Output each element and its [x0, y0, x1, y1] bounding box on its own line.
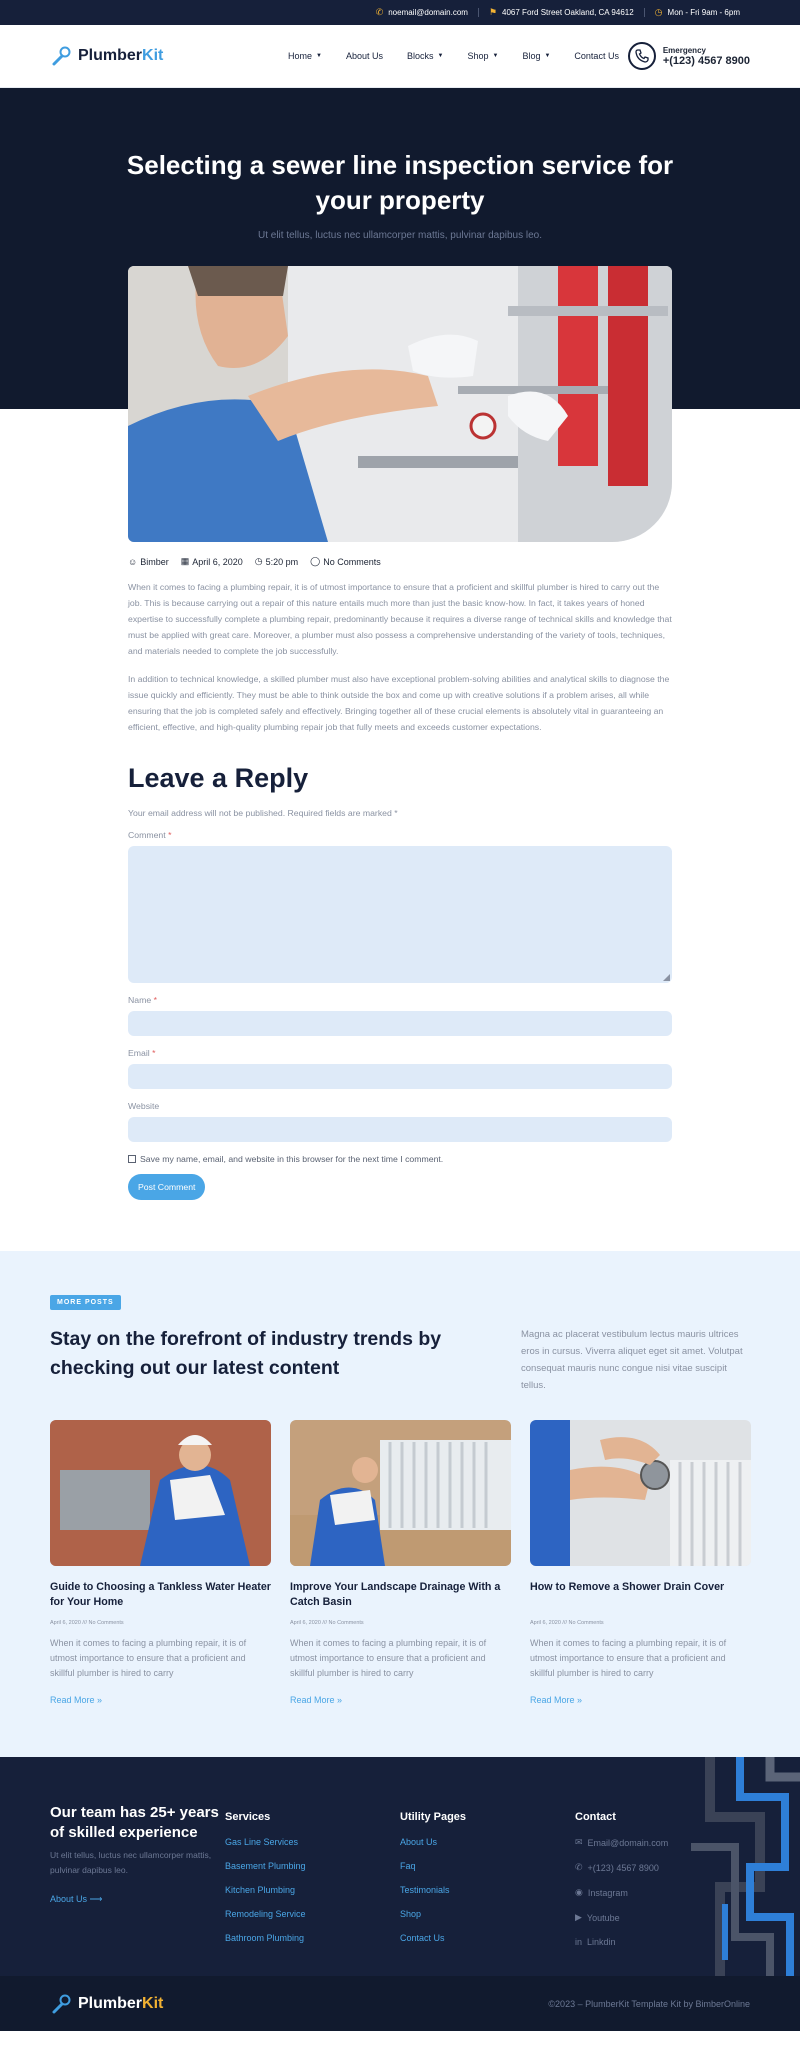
- footer-link[interactable]: About Us: [400, 1837, 438, 1847]
- footer-link[interactable]: Bathroom Plumbing: [225, 1933, 305, 1943]
- chevron-down-icon: ▼: [544, 53, 551, 59]
- footer-about: [50, 1803, 225, 1976]
- wrench-icon: [50, 45, 72, 67]
- nav-home[interactable]: Home ▼: [288, 51, 322, 61]
- footer-link[interactable]: Remodeling Service: [225, 1909, 306, 1919]
- article-paragraph: In addition to technical knowledge, a skilled plumber must also have exceptional problem-solving abilities and analytical skills to diagnose the issue quickly and efficiently. They must be able to think outside the box and come up with creative solutions if a problem arises, all while ensuring that the job is completed safely and effectively. Bringing together all of these crucial elements is absolutely vital in guaranteeing an efficient, effective, and high-quality plumbing repair job that fully meets and exceeds customer expectations.: [128, 674, 670, 732]
- save-info-checkbox[interactable]: [128, 1155, 136, 1163]
- article: [0, 556, 800, 1200]
- reply-note: Your email address will not be published. Required fields are marked *: [128, 808, 398, 818]
- footer-link[interactable]: Kitchen Plumbing: [225, 1885, 296, 1895]
- name-field[interactable]: [128, 1011, 672, 1036]
- post-comment-button[interactable]: Post Comment: [128, 1174, 205, 1200]
- footer-about-text: Ut elit tellus, luctus nec ullamcorper mattis, pulvinar dapibus leo.: [50, 1850, 212, 1875]
- topbar-address: [489, 7, 634, 18]
- post-card-image[interactable]: [50, 1420, 271, 1566]
- nav-blog[interactable]: Blog ▼: [522, 51, 551, 61]
- footer-contact-linkedin[interactable]: in Linkdin: [575, 1937, 616, 1947]
- footer-link[interactable]: Shop: [400, 1909, 422, 1919]
- footer-logo-text: PlumberKit: [78, 1994, 164, 2012]
- top-bar: [0, 0, 800, 25]
- read-more-link[interactable]: Read More »: [50, 1695, 103, 1705]
- hero-section: [0, 88, 800, 409]
- comment-icon: ◯: [310, 556, 321, 566]
- pipes-decoration: [690, 1757, 800, 1976]
- footer-bottom-bar: [0, 1976, 800, 2031]
- read-more-link[interactable]: Read More »: [290, 1695, 343, 1705]
- topbar-hours-text: Mon - Fri 9am - 6pm: [667, 8, 740, 17]
- user-icon: ☺: [128, 556, 138, 567]
- topbar-address-text: 4067 Ford Street Oakland, CA 94612: [502, 8, 634, 17]
- arrow-right-icon: ⟶: [89, 1894, 103, 1904]
- divider: [478, 8, 479, 17]
- footer-link[interactable]: Testimonials: [400, 1885, 450, 1895]
- footer-link[interactable]: Faq: [400, 1861, 416, 1871]
- main-nav: [288, 51, 619, 61]
- post-date: ▦ April 6, 2020: [180, 556, 243, 567]
- footer-about-link[interactable]: About Us ⟶: [50, 1894, 103, 1904]
- footer-link[interactable]: Basement Plumbing: [225, 1861, 306, 1871]
- nav-shop[interactable]: Shop ▼: [467, 51, 499, 61]
- phone-icon: [628, 42, 656, 70]
- website-label: Website: [128, 1101, 160, 1111]
- mail-icon: ✉: [575, 1837, 583, 1847]
- topbar-email[interactable]: [376, 7, 468, 18]
- more-posts-section: [0, 1251, 800, 1757]
- read-more-link[interactable]: Read More »: [530, 1695, 583, 1705]
- topbar-email-text: noemail@domain.com: [388, 8, 468, 17]
- email-field[interactable]: [128, 1064, 672, 1089]
- post-card-excerpt: When it comes to facing a plumbing repair, it is of utmost importance to ensure that a proficient and skillful plumber is hired to carry: [50, 1638, 247, 1678]
- post-card-meta: April 6, 2020 /// No Comments: [530, 1620, 604, 1626]
- footer-contact-phone[interactable]: ✆ +(123) 4567 8900: [575, 1862, 659, 1873]
- footer-contact-instagram[interactable]: ◉ Instagram: [575, 1887, 628, 1898]
- linkedin-icon: in: [575, 1937, 583, 1947]
- footer-services: [225, 1803, 400, 1976]
- page-title: Selecting a sewer line inspection service for your property: [126, 150, 674, 216]
- footer-about-title: Our team has 25+ years of skilled experience: [50, 1804, 219, 1841]
- chevron-down-icon: ▼: [316, 53, 322, 59]
- name-label: Name *: [128, 995, 157, 1005]
- post-card-meta: April 6, 2020 /// No Comments: [290, 1620, 364, 1626]
- emergency-phone[interactable]: +(123) 4567 8900: [662, 54, 750, 67]
- emergency-label: Emergency: [662, 45, 706, 55]
- post-card-meta: April 6, 2020 /// No Comments: [50, 1620, 124, 1626]
- chevron-down-icon: ▼: [437, 53, 444, 59]
- email-label: Email *: [128, 1048, 156, 1058]
- topbar-hours: [655, 7, 740, 18]
- copyright: ©2023 – PlumberKit Template Kit by BimberOnline: [548, 1998, 750, 2009]
- site-logo[interactable]: [50, 45, 230, 67]
- website-field[interactable]: [128, 1117, 672, 1142]
- comment-textarea[interactable]: [128, 846, 672, 983]
- emergency-contact[interactable]: [628, 42, 750, 70]
- page-subtitle: Ut elit tellus, luctus nec ullamcorper mattis, pulvinar dapibus leo.: [257, 230, 543, 242]
- reply-title: Leave a Reply: [128, 763, 309, 793]
- footer-utility: [400, 1803, 575, 1976]
- post-card-excerpt: When it comes to facing a plumbing repair, it is of utmost importance to ensure that a proficient and skillful plumber is hired to carry: [290, 1638, 487, 1678]
- footer-contact-email[interactable]: ✉ Email@domain.com: [575, 1837, 669, 1848]
- save-info-checkbox-row[interactable]: [128, 1154, 672, 1164]
- footer-logo[interactable]: [50, 1993, 163, 2015]
- divider: [644, 8, 645, 17]
- footer-contact-title: Contact: [575, 1811, 616, 1823]
- calendar-icon: ▦: [180, 556, 190, 566]
- footer-link[interactable]: Gas Line Services: [225, 1837, 299, 1847]
- save-info-label: Save my name, email, and website in this browser for the next time I comment.: [140, 1154, 444, 1164]
- article-paragraph: When it comes to facing a plumbing repair, it is of utmost importance to ensure that a proficient and skillful plumber is hired to carry out the job. This is because carrying out a repair of this nature entails much more than just the basic know-how. In fact, it takes years of honed expertise to successfully complete a plumbing repair, predominantly because it requires a diverse range of technical skills and knowledge that must be applied with great care. Moreover, a plumber must also possess a comprehensive understanding of the variety of tools, techniques, and materials needed to complete the job successfully.: [128, 582, 672, 656]
- post-card-image[interactable]: [290, 1420, 511, 1566]
- footer-utility-title: Utility Pages: [400, 1811, 467, 1823]
- nav-blocks[interactable]: Blocks ▼: [407, 51, 444, 61]
- post-meta: [128, 556, 672, 567]
- wrench-icon: [50, 1993, 72, 2015]
- logo-text: PlumberKit: [78, 47, 164, 64]
- footer-link[interactable]: Contact Us: [400, 1933, 445, 1943]
- phone-icon: ✆: [375, 7, 384, 17]
- instagram-icon: ◉: [575, 1887, 583, 1897]
- post-comments[interactable]: ◯ No Comments: [310, 556, 381, 567]
- post-card: [50, 1420, 271, 1705]
- phone-icon: ✆: [575, 1862, 583, 1872]
- clock-icon: ◷: [654, 7, 663, 17]
- post-card-title[interactable]: Improve Your Landscape Drainage With a Catch Basin: [290, 1581, 501, 1608]
- footer-services-title: Services: [225, 1811, 271, 1823]
- site-footer: [0, 1757, 800, 1976]
- footer-contact-youtube[interactable]: ▶ Youtube: [575, 1912, 620, 1923]
- post-card-excerpt: When it comes to facing a plumbing repair, it is of utmost importance to ensure that a proficient and skillful plumber is hired to carry: [530, 1638, 727, 1678]
- post-card: [530, 1420, 751, 1705]
- post-card-title[interactable]: How to Remove a Shower Drain Cover: [530, 1581, 725, 1593]
- nav-contact[interactable]: Contact Us: [574, 51, 619, 61]
- resize-handle-icon[interactable]: [663, 974, 670, 981]
- post-card: [290, 1420, 511, 1705]
- post-author[interactable]: ☺ Bimber: [128, 556, 169, 567]
- site-header: [0, 25, 800, 88]
- more-posts-badge: MORE POSTS: [50, 1295, 121, 1310]
- hero-image: [128, 266, 672, 542]
- youtube-icon: ▶: [575, 1912, 582, 1922]
- post-time: ◷ 5:20 pm: [254, 556, 299, 567]
- post-card-image[interactable]: [530, 1420, 751, 1566]
- comment-label: Comment *: [128, 830, 172, 840]
- more-posts-heading: Stay on the forefront of industry trends by checking out our latest content: [50, 1328, 442, 1379]
- clock-icon: ◷: [254, 556, 263, 566]
- post-card-title[interactable]: Guide to Choosing a Tankless Water Heater for Your Home: [50, 1581, 271, 1608]
- nav-about[interactable]: About Us: [345, 51, 383, 61]
- chevron-down-icon: ▼: [492, 53, 499, 59]
- more-posts-intro: Magna ac placerat vestibulum lectus mauris ultrices eros in cursus. Viverra aliquet eget sit amet. Volutpat consequat mauris nunc congue nisi vitae suscipit tellus.: [521, 1329, 743, 1391]
- location-pin-icon: ⚑: [488, 7, 498, 17]
